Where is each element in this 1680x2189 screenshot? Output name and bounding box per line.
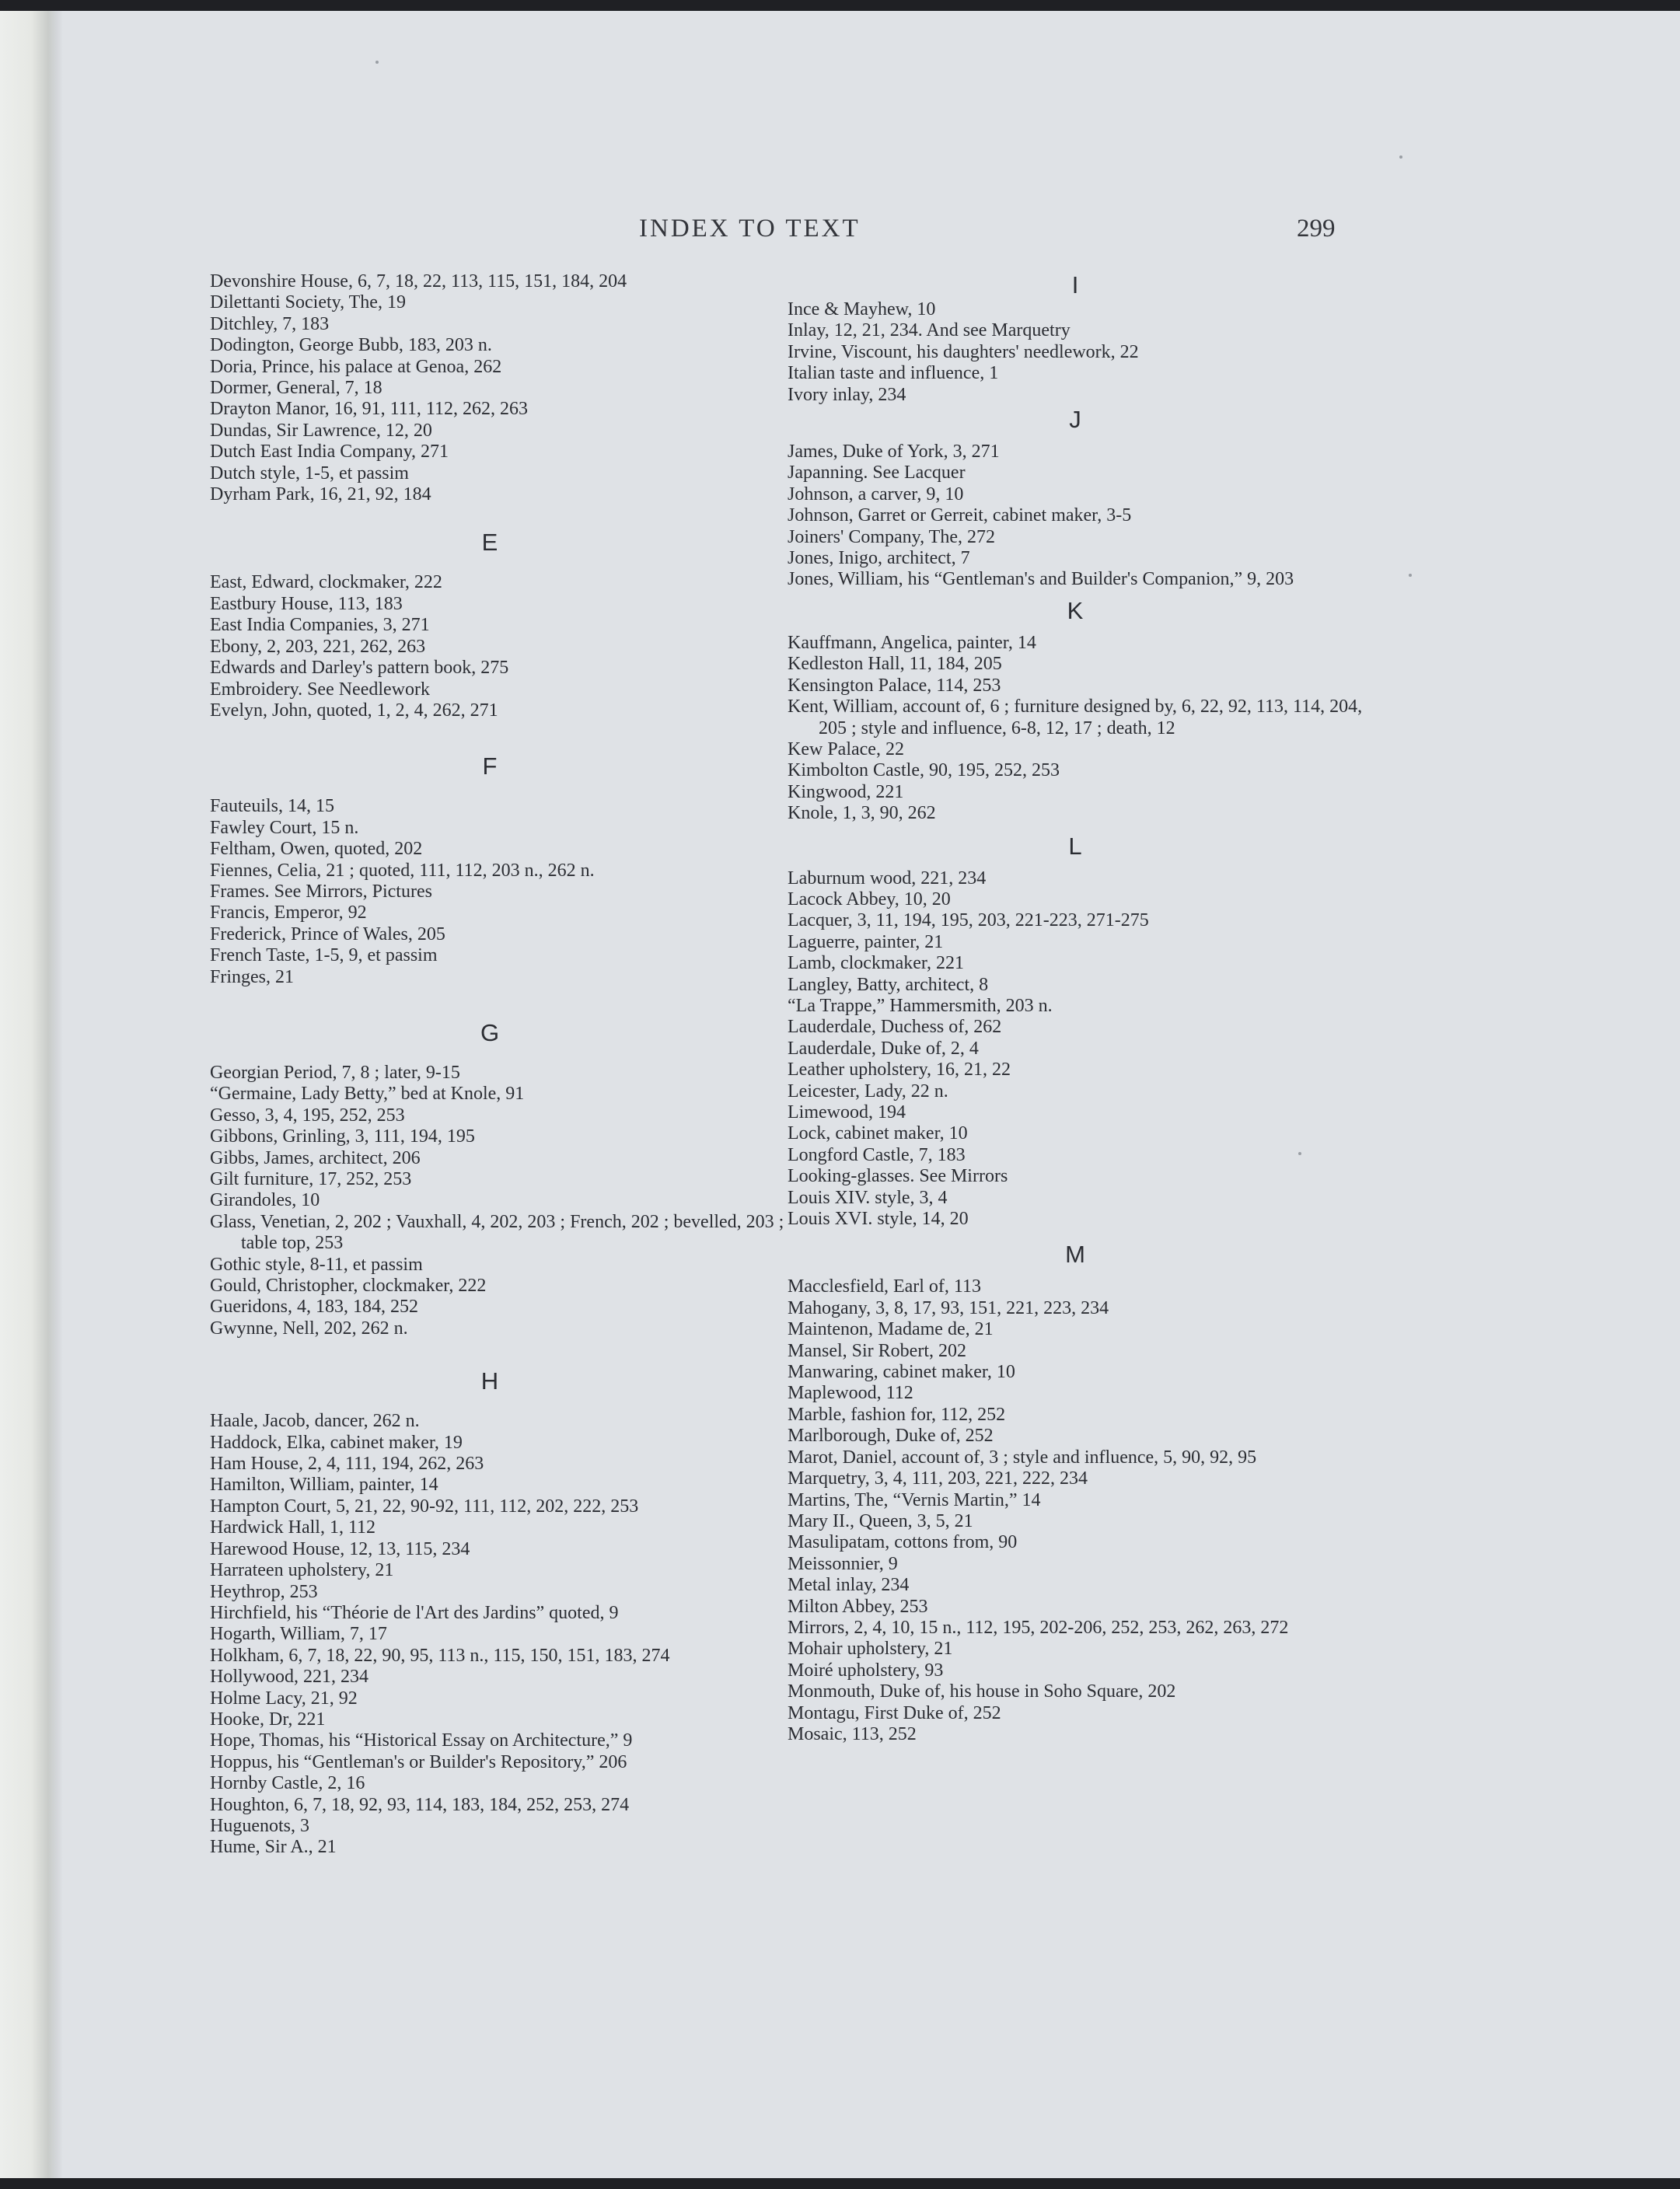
section-letter: H <box>480 1367 499 1395</box>
index-entry: Jones, William, his “Gentleman's and Builder's Companion,” 9, 203 <box>788 569 1294 590</box>
index-entry: Feltham, Owen, quoted, 202 <box>210 839 423 860</box>
index-entry: Mary II., Queen, 3, 5, 21 <box>788 1510 973 1531</box>
index-entry: Huguenots, 3 <box>210 1815 309 1836</box>
index-entry: Marquetry, 3, 4, 111, 203, 221, 222, 234 <box>788 1468 1088 1489</box>
index-entry: Longford Castle, 7, 183 <box>788 1144 966 1165</box>
index-entry: Inlay, 12, 21, 234. And see Marquetry <box>788 320 1071 341</box>
index-entry: Dutch East India Company, 271 <box>210 442 449 463</box>
index-entry: Kauffmann, Angelica, painter, 14 <box>788 632 1036 653</box>
index-entry: Laburnum wood, 221, 234 <box>788 868 987 889</box>
index-entry: Gueridons, 4, 183, 184, 252 <box>210 1297 418 1318</box>
index-entry: Frames. See Mirrors, Pictures <box>210 881 432 902</box>
running-header-title: INDEX TO TEXT <box>639 215 861 243</box>
index-entry: Doria, Prince, his palace at Genoa, 262 <box>210 356 502 377</box>
paper-speck <box>1409 574 1412 577</box>
index-entry: Hirchfield, his “Théorie de l'Art des Jardins” quoted, 9 <box>210 1602 619 1623</box>
index-entry: Kent, William, account of, 6 ; furniture designed by, 6, 22, 92, 113, 114, 204, 205 ; style and influence, 6-8, 12, 17 ; death, 12 <box>788 696 1363 738</box>
section-letter: I <box>1071 271 1079 298</box>
section-letter: F <box>482 752 498 780</box>
index-entry: Hollywood, 221, 234 <box>210 1667 368 1688</box>
index-entry: Hamilton, William, painter, 14 <box>210 1475 438 1496</box>
index-entry: Langley, Batty, architect, 8 <box>788 974 989 995</box>
index-entry: Harrateen upholstery, 21 <box>210 1560 394 1581</box>
index-entry: Fiennes, Celia, 21 ; quoted, 111, 112, 203 n., 262 n. <box>210 860 595 881</box>
index-entry: Glass, Venetian, 2, 202 ; Vauxhall, 4, 202, 203 ; French, 202 ; bevelled, 203 ; table top, 253 <box>210 1211 784 1254</box>
index-entry: Milton Abbey, 253 <box>788 1596 928 1617</box>
index-entry: Edwards and Darley's pattern book, 275 <box>210 658 509 679</box>
section-letter: J <box>1069 406 1081 434</box>
index-entry: Moiré upholstery, 93 <box>788 1660 944 1681</box>
index-entry: French Taste, 1-5, 9, et passim <box>210 945 438 966</box>
section-letter: L <box>1068 832 1082 860</box>
index-entry: Marot, Daniel, account of, 3 ; style and influence, 5, 90, 92, 95 <box>788 1447 1257 1468</box>
index-entry: Lauderdale, Duchess of, 262 <box>788 1017 1002 1038</box>
index-entry: Ebony, 2, 203, 221, 262, 263 <box>210 636 426 657</box>
index-entry: Macclesfield, Earl of, 113 <box>788 1276 982 1297</box>
index-entry: Fauteuils, 14, 15 <box>210 796 334 817</box>
index-entry: Kedleston Hall, 11, 184, 205 <box>788 654 1002 675</box>
section-letter: G <box>480 1018 500 1046</box>
index-entry: Gibbs, James, architect, 206 <box>210 1147 421 1168</box>
index-column-right <box>788 271 1363 1745</box>
index-entry: Maintenon, Madame de, 21 <box>788 1319 994 1340</box>
index-entry: Haddock, Elka, cabinet maker, 19 <box>210 1432 463 1453</box>
page-gutter <box>0 11 62 2178</box>
index-entry: East India Companies, 3, 271 <box>210 615 430 636</box>
index-entry: Lacquer, 3, 11, 194, 195, 203, 221-223, 271-275 <box>788 910 1149 931</box>
index-group <box>788 1241 1363 1745</box>
index-group <box>788 597 1363 825</box>
index-entry: Gilt furniture, 17, 252, 253 <box>210 1169 412 1189</box>
section-letter: K <box>1067 596 1084 624</box>
index-entry: Hardwick Hall, 1, 112 <box>210 1517 376 1538</box>
index-entry: Hooke, Dr, 221 <box>210 1709 326 1730</box>
index-entry: Ham House, 2, 4, 111, 194, 262, 263 <box>210 1454 484 1475</box>
index-entry: Italian taste and influence, 1 <box>788 363 999 384</box>
index-entry: Dutch style, 1-5, et passim <box>210 463 409 484</box>
index-entry: Kingwood, 221 <box>788 781 904 802</box>
index-entry: Kew Palace, 22 <box>788 738 904 759</box>
index-entry: Francis, Emperor, 92 <box>210 902 367 923</box>
index-entry: Ditchley, 7, 183 <box>210 313 330 334</box>
index-entry: Fringes, 21 <box>210 966 294 987</box>
index-entry: Devonshire House, 6, 7, 18, 22, 113, 115, 151, 184, 204 <box>210 271 627 292</box>
index-entry: Maplewood, 112 <box>788 1383 913 1404</box>
index-entry: Lock, cabinet maker, 10 <box>788 1123 968 1144</box>
index-entry: Japanning. See Lacquer <box>788 463 966 484</box>
index-entry: Mirrors, 2, 4, 10, 15 n., 112, 195, 202-206, 252, 253, 262, 263, 272 <box>788 1617 1289 1638</box>
index-entry: Mansel, Sir Robert, 202 <box>788 1340 966 1361</box>
index-entry: Holme Lacy, 21, 92 <box>210 1688 358 1709</box>
index-entry: “La Trappe,” Hammersmith, 203 n. <box>788 995 1053 1016</box>
index-entry: Kimbolton Castle, 90, 195, 252, 253 <box>788 760 1060 781</box>
index-entry: Gwynne, Nell, 202, 262 n. <box>210 1318 408 1339</box>
index-entry: Johnson, Garret or Gerreit, cabinet maker, 3-5 <box>788 505 1132 526</box>
index-entry: Drayton Manor, 16, 91, 111, 112, 262, 263 <box>210 399 528 420</box>
index-entry: Dyrham Park, 16, 21, 92, 184 <box>210 484 431 505</box>
index-entry: Ivory inlay, 234 <box>788 384 906 405</box>
index-entry: Louis XVI. style, 14, 20 <box>788 1209 969 1230</box>
index-entry: Mohair upholstery, 21 <box>788 1639 953 1660</box>
index-entry: Louis XIV. style, 3, 4 <box>788 1187 948 1208</box>
index-entry: Lauderdale, Duke of, 2, 4 <box>788 1038 979 1059</box>
index-entry: Laguerre, painter, 21 <box>788 931 944 952</box>
index-entry: James, Duke of York, 3, 271 <box>788 442 1000 463</box>
index-entry: Heythrop, 253 <box>210 1581 318 1602</box>
paper-speck <box>1298 1152 1301 1155</box>
index-entry: Looking-glasses. See Mirrors <box>788 1166 1008 1187</box>
index-entry: Martins, The, “Vernis Martin,” 14 <box>788 1489 1041 1510</box>
index-entry: Lacock Abbey, 10, 20 <box>788 889 951 909</box>
index-entry: Dilettanti Society, The, 19 <box>210 292 406 313</box>
index-entry: Hume, Sir A., 21 <box>210 1837 337 1858</box>
index-entry: Leather upholstery, 16, 21, 22 <box>788 1060 1011 1081</box>
index-entry: East, Edward, clockmaker, 222 <box>210 572 442 593</box>
index-entry: Mahogany, 3, 8, 17, 93, 151, 221, 223, 234 <box>788 1297 1109 1318</box>
index-entry: Holkham, 6, 7, 18, 22, 90, 95, 113 n., 115, 150, 151, 183, 274 <box>210 1645 670 1666</box>
index-entry: Houghton, 6, 7, 18, 92, 93, 114, 183, 184, 252, 253, 274 <box>210 1794 630 1815</box>
index-entry: Girandoles, 10 <box>210 1190 320 1211</box>
index-entry: Joiners' Company, The, 272 <box>788 526 995 547</box>
index-entry: Manwaring, cabinet maker, 10 <box>788 1362 1015 1383</box>
page-number: 299 <box>1297 215 1336 243</box>
index-entry: Haale, Jacob, dancer, 262 n. <box>210 1411 420 1432</box>
index-entry: Meissonnier, 9 <box>788 1553 898 1574</box>
index-entry: Irvine, Viscount, his daughters' needlework, 22 <box>788 341 1139 362</box>
index-entry: Hoppus, his “Gentleman's or Builder's Repository,” 206 <box>210 1751 627 1772</box>
index-entry: Limewood, 194 <box>788 1102 906 1122</box>
index-entry: Knole, 1, 3, 90, 262 <box>788 803 936 824</box>
index-entry: Montagu, First Duke of, 252 <box>788 1702 1001 1723</box>
index-entry: Mosaic, 113, 252 <box>788 1723 917 1744</box>
index-entry: Dodington, George Bubb, 183, 203 n. <box>210 335 492 356</box>
index-entry: Gothic style, 8-11, et passim <box>210 1254 423 1275</box>
index-entry: Frederick, Prince of Wales, 205 <box>210 923 445 944</box>
book-page <box>0 11 1680 2178</box>
index-entry: Marble, fashion for, 112, 252 <box>788 1404 1006 1425</box>
index-entry: Metal inlay, 234 <box>788 1575 910 1596</box>
index-entry: Gesso, 3, 4, 195, 252, 253 <box>210 1105 405 1126</box>
index-entry: Lamb, clockmaker, 221 <box>788 953 964 974</box>
index-entry: Ince & Mayhew, 10 <box>788 299 936 319</box>
index-entry: “Germaine, Lady Betty,” bed at Knole, 91 <box>210 1084 525 1105</box>
index-entry: Hampton Court, 5, 21, 22, 90-92, 111, 112, 202, 222, 253 <box>210 1496 639 1517</box>
index-group <box>788 406 1363 591</box>
index-entry: Gould, Christopher, clockmaker, 222 <box>210 1276 487 1297</box>
index-entry: Masulipatam, cottons from, 90 <box>788 1532 1018 1553</box>
index-entry: Monmouth, Duke of, his house in Soho Square, 202 <box>788 1681 1176 1702</box>
section-letter: M <box>1065 1241 1085 1269</box>
index-entry: Hornby Castle, 2, 16 <box>210 1773 365 1794</box>
index-entry: Harewood House, 12, 13, 115, 234 <box>210 1538 470 1559</box>
index-entry: Marlborough, Duke of, 252 <box>788 1426 994 1447</box>
index-entry: Eastbury House, 113, 183 <box>210 593 403 614</box>
index-group <box>788 271 1363 406</box>
index-entry: Fawley Court, 15 n. <box>210 817 359 838</box>
index-entry: Jones, Inigo, architect, 7 <box>788 548 970 569</box>
index-entry: Embroidery. See Needlework <box>210 679 431 700</box>
index-entry: Kensington Palace, 114, 253 <box>788 675 1001 696</box>
index-entry: Evelyn, John, quoted, 1, 2, 4, 262, 271 <box>210 700 498 721</box>
index-entry: Hope, Thomas, his “Historical Essay on Architecture,” 9 <box>210 1730 633 1751</box>
index-entry: Hogarth, William, 7, 17 <box>210 1624 387 1645</box>
index-entry: Leicester, Lady, 22 n. <box>788 1081 948 1101</box>
paper-speck <box>375 61 379 64</box>
index-entry: Gibbons, Grinling, 3, 111, 194, 195 <box>210 1126 475 1147</box>
index-entry: Dundas, Sir Lawrence, 12, 20 <box>210 420 432 441</box>
index-entry: Dormer, General, 7, 18 <box>210 378 382 399</box>
index-group <box>788 833 1363 1231</box>
index-entry: Johnson, a carver, 9, 10 <box>788 484 964 504</box>
index-entry: Georgian Period, 7, 8 ; later, 9-15 <box>210 1062 460 1083</box>
section-letter: E <box>481 529 498 557</box>
paper-speck <box>1399 155 1402 159</box>
